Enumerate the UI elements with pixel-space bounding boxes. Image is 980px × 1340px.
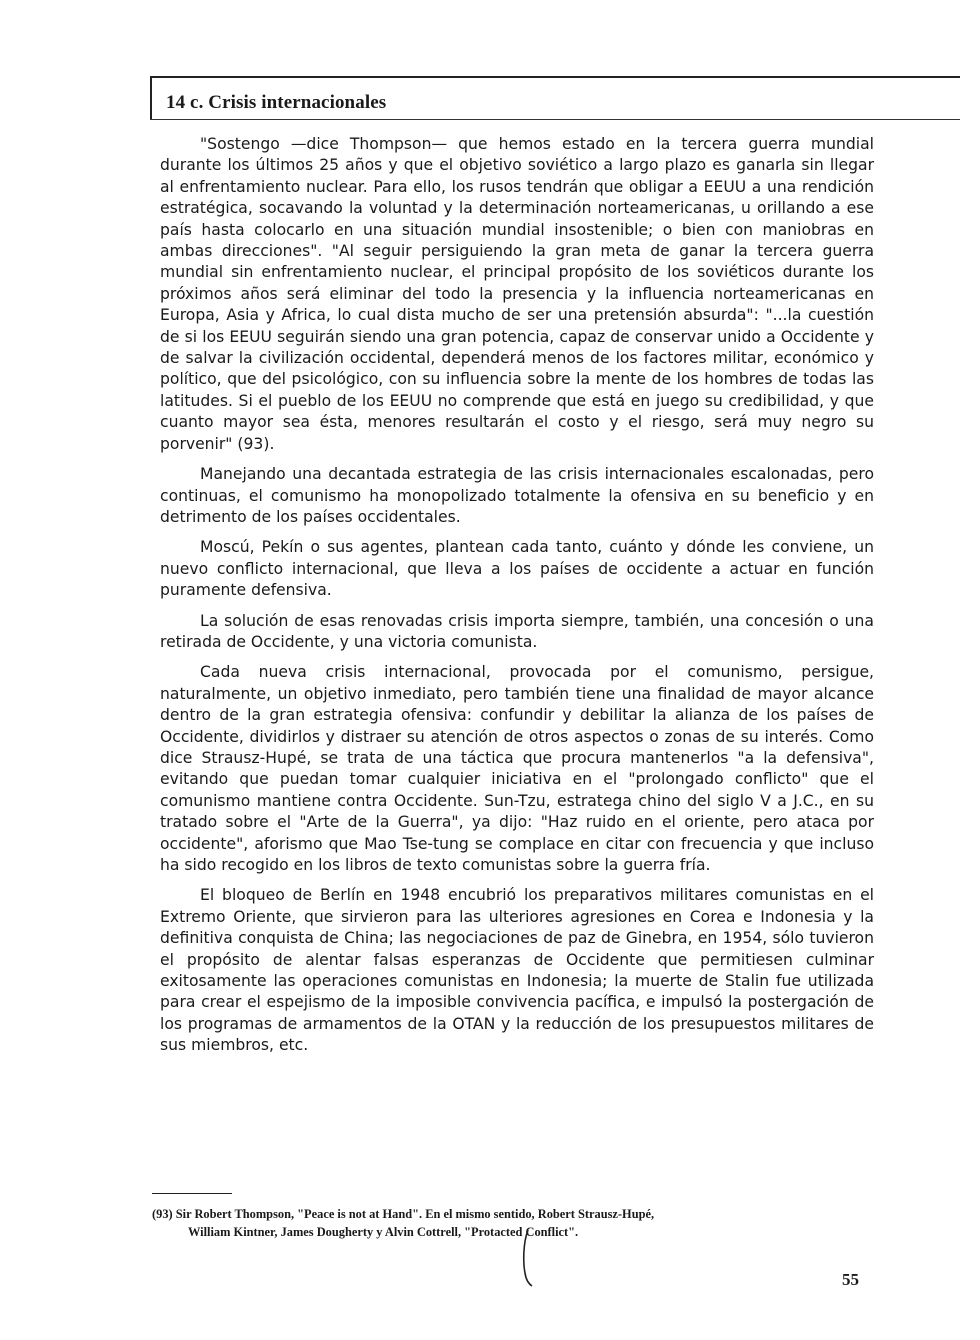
footnote	[152, 1205, 864, 1241]
footnote-line-1: Sir Robert Thompson, "Peace is not at Hand". En el mismo sentido, Robert Strausz-Hupé,	[175, 1207, 655, 1221]
pen-mark	[520, 1228, 534, 1288]
body-text	[160, 134, 874, 1066]
header-rule-bottom	[150, 119, 960, 120]
footnote-line-2: William Kintner, James Dougherty y Alvin Cottrell, "Protacted Conflict".	[188, 1225, 579, 1239]
footnote-rule	[152, 1193, 232, 1194]
header-bracket	[150, 76, 152, 120]
footnote-marker: (93)	[152, 1207, 173, 1221]
paragraph: La solución de esas renovadas crisis importa siempre, también, una concesión o una retirada de Occidente, y una victoria comunista.	[160, 611, 874, 651]
page-number: 55	[842, 1270, 859, 1289]
header-rule-top	[150, 76, 960, 78]
paragraph: Manejando una decantada estrategia de las crisis internacionales escalonadas, pero continuas, el comunismo ha monopolizado totalmente la ofensiva en su beneficio y en detrimento de los países occidentales.	[160, 465, 874, 526]
paragraph-quote: "Sostengo —dice Thompson— que hemos estado en la tercera guerra mundial durante los últimos 25 años y que el objetivo soviético a largo plazo es ganarla sin llegar al enfrentamiento nuclear. Para ello, los rusos tendrán que obligar a EEUU a una rendición estratégica, socavando la voluntad y la determinación norteamericanas, u orillando a ese país hasta colocarlo en una situación mundial insostenible; o bien con maniobras en ambas direcciones". "Al seguir persiguiendo la gran meta de ganar la tercera guerra mundial sin enfrentamiento nuclear, el principal propósito de los soviéticos durante los próximos años será eliminar del todo la presencia y la influencia norteamericanas en Europa, Asia y Africa, lo cual dista mucho de ser una pretensión absurda": "...la cuestión de si los EEUU seguirán siendo una gran potencia, capaz de conservar unido a Occidente y de salvar la civilización occidental, dependerá menos de los factores militar, económico y político, que del psicológico, con su influencia sobre la mente de los hombres de todas las latitudes. Si el pueblo de los EEUU no comprende que está en juego su credibilidad, y que cuanto mayor sea ésta, menores resultarán el costo y el riesgo, será muy negro su porvenir" (93).	[160, 135, 874, 453]
paragraph: Moscú, Pekín o sus agentes, plantean cada tanto, cuánto y dónde les conviene, un nuevo conflicto internacional, que lleva a los países de occidente a actuar en función puramente defensiva.	[160, 538, 874, 600]
paragraph: Cada nueva crisis internacional, provocada por el comunismo, persigue, naturalmente, un objetivo inmediato, pero también tiene una finalidad de mayor alcance dentro de la gran estrategia ofensiva: confundir y debilitar la alianza de los países de Occidente, dividirlos y distraer su atención de otros aspectos o zonas de su interés. Como dice Strausz-Hupé, se trata de una táctica que procura mantenerlos "a la defensiva", evitando que puedan tomar cualquier iniciativa en el "prolongado conflicto" que el comunismo mantiene contra Occidente. Sun-Tzu, estratega chino del siglo V a J.C., en su tratado sobre el "Arte de la Guerra", ya dijo: "Haz ruido en el oriente, pero ataca por occidente", aforismo que Mao Tse-tung se complace en citar con frecuencia y que incluso ha sido recogido en los libros de texto comunistas sobre la guerra fría.	[160, 663, 874, 874]
paragraph: El bloqueo de Berlín en 1948 encubrió los preparativos militares comunistas en el Extremo Oriente, que sirvieron para las ulteriores agresiones en Corea e Indonesia y la definitiva conquista de China; las negociaciones de paz de Ginebra, en 1954, sólo tuvieron el propósito de alentar falsas esperanzas de Occidente que permitiesen culminar exitosamente las operaciones comunistas en Indonesia; la muerte de Stalin fue utilizada para crear el espejismo de la imposible convivencia pacífica, e impulsó la postergación de los programas de armamentos de la OTAN y la reducción de los presupuestos militares de sus miembros, etc.	[160, 886, 874, 1055]
running-head: 14 c. Crisis internacionales	[166, 92, 387, 113]
